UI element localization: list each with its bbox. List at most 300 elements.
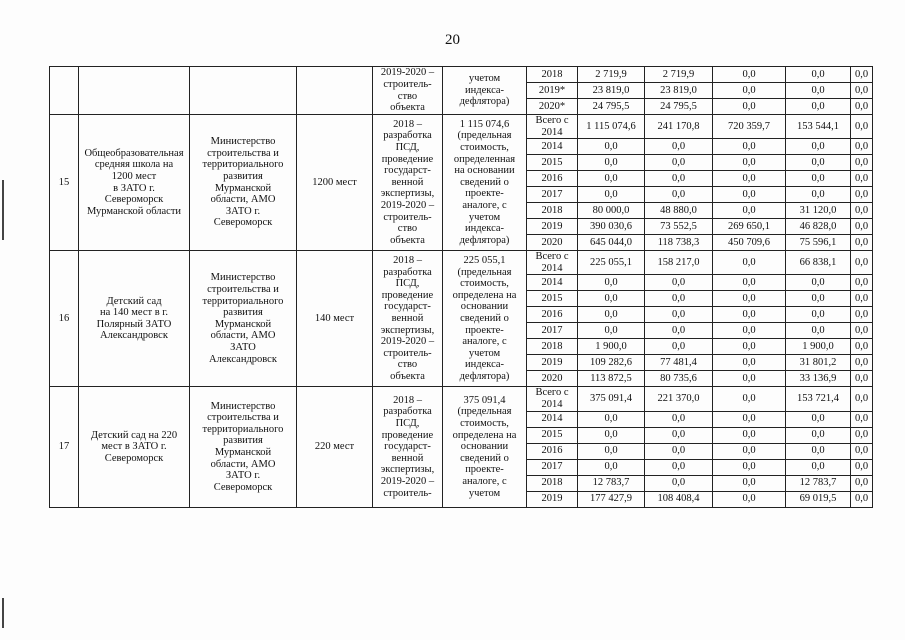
- year-cell-text: 2020: [541, 373, 563, 385]
- amount-cell-total: [578, 155, 645, 171]
- amount-cell-total-text: 80 000,0: [592, 204, 630, 216]
- amount-cell-total: [578, 235, 645, 251]
- amount-cell-c2: [713, 291, 786, 307]
- amount-cell-c2: [713, 387, 786, 411]
- amount-cell-c2-text: 0,0: [742, 188, 756, 200]
- amount-cell-total: [578, 371, 645, 387]
- amount-cell-c4: [851, 443, 873, 459]
- year-cell-text: 2019: [541, 220, 563, 232]
- amount-cell-c1: [645, 475, 713, 491]
- object-cell: [79, 251, 190, 387]
- amount-cell-c3-text: 0,0: [811, 277, 825, 289]
- amount-cell-c2: [713, 411, 786, 427]
- amount-cell-c3-text: 12 783,7: [799, 477, 837, 489]
- amount-cell-c2: [713, 67, 786, 83]
- amount-cell-total: [578, 427, 645, 443]
- amount-cell-c3-text: 0,0: [811, 309, 825, 321]
- cost-cell: [443, 387, 527, 507]
- amount-cell-c3: [786, 275, 851, 291]
- amount-cell-c2: [713, 203, 786, 219]
- year-cell-text: Всего с 2014: [535, 387, 569, 410]
- amount-cell-c1: [645, 203, 713, 219]
- customer-cell: [190, 387, 297, 507]
- amount-cell-c2-text: 0,0: [742, 341, 756, 353]
- amount-cell-c3: [786, 459, 851, 475]
- amount-cell-c4: [851, 339, 873, 355]
- amount-cell-c3-text: 153 544,1: [797, 120, 839, 132]
- amount-cell-c4: [851, 83, 873, 99]
- year-cell-text: 2019: [541, 493, 563, 505]
- amount-cell-c1-text: 0,0: [671, 188, 686, 200]
- amount-cell-c4-text: 0,0: [854, 325, 869, 337]
- amount-cell-c3: [786, 339, 851, 355]
- amount-cell-c4-text: 0,0: [854, 100, 869, 112]
- stage-cell: [373, 251, 443, 387]
- year-cell: [527, 187, 578, 203]
- amount-cell-c1-text: 158 217,0: [657, 256, 700, 268]
- capacity-cell-text: 1200 мест: [312, 176, 357, 188]
- amount-cell-c4-text: 0,0: [854, 373, 869, 385]
- customer-cell: [190, 251, 297, 387]
- amount-cell-c4: [851, 427, 873, 443]
- amount-cell-total-text: 0,0: [604, 293, 618, 305]
- year-cell-text: 2017: [541, 188, 563, 200]
- amount-cell-c4: [851, 171, 873, 187]
- amount-cell-c4-text: 0,0: [854, 140, 869, 152]
- capacity-cell-text: 220 мест: [314, 441, 355, 453]
- amount-cell-c3: [786, 291, 851, 307]
- cost-cell-text: 1 115 074,6 (предельная стоимость, определенная на основании сведений о проекте- аналоге, с учетом индекса- дефлятора): [453, 118, 516, 246]
- amount-cell-c2: [713, 115, 786, 139]
- year-cell: [527, 387, 578, 411]
- amount-cell-c4: [851, 235, 873, 251]
- num-cell-text: 15: [58, 176, 70, 188]
- amount-cell-c2: [713, 275, 786, 291]
- cost-cell: [443, 67, 527, 115]
- amount-cell-c2: [713, 219, 786, 235]
- amount-cell-total-text: 177 427,9: [590, 493, 632, 505]
- year-cell: [527, 291, 578, 307]
- object-cell-text: Детский сад на 140 мест в г. Полярный ЗАТО Александровск: [96, 295, 172, 342]
- amount-cell-c3-text: 0,0: [811, 429, 825, 441]
- table-row: [50, 251, 873, 275]
- amount-cell-c3-text: 33 136,9: [799, 373, 837, 385]
- amount-cell-c2-text: 0,0: [742, 156, 756, 168]
- table-row: [50, 67, 873, 83]
- amount-cell-total-text: 0,0: [604, 309, 618, 321]
- amount-cell-total-text: 113 872,5: [590, 373, 632, 385]
- year-cell: [527, 371, 578, 387]
- customer-cell-text: Министерство строительства и территориального развития Мурманской области, АМО ЗАТО Александровск: [202, 272, 284, 365]
- amount-cell-c1-text: 0,0: [671, 477, 686, 489]
- amount-cell-c3: [786, 115, 851, 139]
- amount-cell-c1-text: 0,0: [671, 341, 686, 353]
- amount-cell-c1-text: 0,0: [671, 429, 686, 441]
- capacity-cell: [297, 115, 373, 251]
- year-cell-text: 2016: [541, 172, 563, 184]
- year-cell: [527, 443, 578, 459]
- amount-cell-c3-text: 69 019,5: [799, 493, 837, 505]
- amount-cell-c1-text: 241 170,8: [657, 120, 700, 132]
- year-cell: [527, 115, 578, 139]
- amount-cell-c1: [645, 291, 713, 307]
- object-cell-text: Детский сад на 220 мест в ЗАТО г. Североморск: [90, 429, 178, 464]
- year-cell: [527, 275, 578, 291]
- amount-cell-c1-text: 0,0: [671, 172, 686, 184]
- amount-cell-c2-text: 0,0: [742, 373, 756, 385]
- amount-cell-c3: [786, 171, 851, 187]
- amount-cell-c3: [786, 371, 851, 387]
- amount-cell-c3: [786, 187, 851, 203]
- amount-cell-c3: [786, 387, 851, 411]
- amount-cell-c1-text: 0,0: [671, 309, 686, 321]
- cost-cell-text: 375 091,4 (предельная стоимость, определена на основании сведений о проекте- аналоге, с учетом: [452, 394, 517, 499]
- amount-cell-c4: [851, 459, 873, 475]
- amount-cell-c4: [851, 251, 873, 275]
- amount-cell-c3: [786, 307, 851, 323]
- amount-cell-c2: [713, 99, 786, 115]
- cost-cell-text: 225 055,1 (предельная стоимость, определена на основании сведений о проекте- аналоге, с учетом индекса- дефлятора): [452, 255, 517, 382]
- amount-cell-total-text: 1 900,0: [595, 341, 627, 353]
- year-cell: [527, 475, 578, 491]
- amount-cell-total-text: 23 819,0: [592, 84, 630, 96]
- amount-cell-c4-text: 0,0: [854, 172, 869, 184]
- amount-cell-c1: [645, 235, 713, 251]
- amount-cell-c2: [713, 491, 786, 507]
- amount-cell-c4-text: 0,0: [854, 445, 869, 457]
- year-cell-text: 2018: [541, 477, 563, 489]
- amount-cell-c1-text: 2 719,9: [662, 68, 695, 80]
- amount-cell-c3: [786, 99, 851, 115]
- amount-cell-c4: [851, 355, 873, 371]
- amount-cell-c3: [786, 443, 851, 459]
- amount-cell-c2: [713, 443, 786, 459]
- amount-cell-c4: [851, 67, 873, 83]
- year-cell-text: 2014: [541, 277, 563, 289]
- amount-cell-c2-text: 0,0: [742, 393, 756, 405]
- amount-cell-total: [578, 203, 645, 219]
- amount-cell-total: [578, 307, 645, 323]
- amount-cell-total: [578, 275, 645, 291]
- year-cell: [527, 203, 578, 219]
- amount-cell-c4-text: 0,0: [854, 293, 869, 305]
- amount-cell-c4-text: 0,0: [854, 341, 869, 353]
- scan-edge-mark: [2, 598, 4, 628]
- amount-cell-c2-text: 0,0: [742, 477, 756, 489]
- year-cell-text: 2019: [541, 357, 563, 369]
- amount-cell-c1: [645, 387, 713, 411]
- year-cell: [527, 459, 578, 475]
- amount-cell-c3: [786, 139, 851, 155]
- amount-cell-c3-text: 0,0: [811, 68, 825, 80]
- amount-cell-c1-text: 118 738,3: [657, 236, 700, 248]
- amount-cell-total: [578, 443, 645, 459]
- year-cell-text: 2014: [541, 140, 563, 152]
- amount-cell-total: [578, 355, 645, 371]
- year-cell-text: 2018: [541, 68, 563, 80]
- amount-cell-c2-text: 0,0: [742, 461, 756, 473]
- num-cell: [50, 67, 79, 115]
- amount-cell-c4: [851, 219, 873, 235]
- amount-cell-c2-text: 0,0: [742, 357, 756, 369]
- amount-cell-c1: [645, 339, 713, 355]
- amount-cell-c1: [645, 251, 713, 275]
- amount-cell-total-text: 0,0: [604, 429, 618, 441]
- amount-cell-c1: [645, 115, 713, 139]
- amount-cell-c2-text: 0,0: [742, 100, 756, 112]
- year-cell-text: 2020: [541, 236, 563, 248]
- amount-cell-c2: [713, 307, 786, 323]
- amount-cell-c4-text: 0,0: [854, 477, 869, 489]
- amount-cell-c3-text: 0,0: [811, 461, 825, 473]
- year-cell: [527, 491, 578, 507]
- object-cell: [79, 115, 190, 251]
- year-cell: [527, 307, 578, 323]
- amount-cell-c4-text: 0,0: [854, 204, 869, 216]
- year-cell-text: 2015: [541, 429, 563, 441]
- stage-cell-text: 2018 – разработка ПСД, проведение государст- венной экспертизы, 2019-2020 – строитель- ство объекта: [380, 255, 435, 382]
- amount-cell-c3: [786, 67, 851, 83]
- amount-cell-c2: [713, 371, 786, 387]
- amount-cell-c3: [786, 155, 851, 171]
- amount-cell-c4-text: 0,0: [854, 393, 869, 405]
- amount-cell-c1: [645, 491, 713, 507]
- amount-cell-total: [578, 115, 645, 139]
- year-cell: [527, 139, 578, 155]
- customer-cell-text: Министерство строительства и территориального развития Мурманской области, АМО ЗАТО г. Североморск: [202, 136, 284, 229]
- amount-cell-c1: [645, 219, 713, 235]
- amount-cell-c4-text: 0,0: [854, 357, 869, 369]
- amount-cell-c1-text: 0,0: [671, 277, 686, 289]
- amount-cell-total: [578, 323, 645, 339]
- amount-cell-c2: [713, 155, 786, 171]
- amount-cell-c1: [645, 411, 713, 427]
- cost-cell: [443, 251, 527, 387]
- year-cell-text: Всего с 2014: [535, 115, 569, 138]
- amount-cell-c2-text: 0,0: [742, 172, 756, 184]
- table-row: [50, 115, 873, 139]
- year-cell: [527, 171, 578, 187]
- amount-cell-c4: [851, 475, 873, 491]
- amount-cell-total-text: 0,0: [604, 188, 618, 200]
- amount-cell-c4-text: 0,0: [854, 277, 869, 289]
- table-row: [50, 387, 873, 411]
- amount-cell-c2-text: 0,0: [742, 204, 756, 216]
- amount-cell-c3-text: 0,0: [811, 156, 825, 168]
- amount-cell-c2-text: 0,0: [742, 309, 756, 321]
- amount-cell-total: [578, 139, 645, 155]
- amount-cell-total-text: 645 044,0: [590, 236, 632, 248]
- amount-cell-c3: [786, 235, 851, 251]
- amount-cell-c3-text: 0,0: [811, 188, 825, 200]
- year-cell: [527, 339, 578, 355]
- amount-cell-total-text: 2 719,9: [595, 68, 627, 80]
- amount-cell-c1-text: 23 819,0: [660, 84, 697, 96]
- amount-cell-c3: [786, 83, 851, 99]
- stage-cell-text: 2018 – разработка ПСД, проведение государст- венной экспертизы, 2019-2020 – строитель-: [380, 394, 435, 499]
- amount-cell-c1-text: 0,0: [671, 156, 686, 168]
- year-cell-text: 2015: [541, 156, 563, 168]
- amount-cell-c4-text: 0,0: [854, 120, 869, 132]
- amount-cell-total-text: 225 055,1: [590, 256, 632, 268]
- amount-cell-total-text: 0,0: [604, 277, 618, 289]
- year-cell: [527, 355, 578, 371]
- stage-cell: [373, 67, 443, 115]
- amount-cell-c2-text: 0,0: [742, 256, 756, 268]
- stage-cell: [373, 115, 443, 251]
- amount-cell-total: [578, 291, 645, 307]
- amount-cell-c4-text: 0,0: [854, 236, 869, 248]
- scan-edge-mark: [2, 180, 4, 240]
- amount-cell-c2-text: 0,0: [742, 445, 756, 457]
- year-cell-text: 2017: [541, 461, 563, 473]
- amount-cell-c1: [645, 307, 713, 323]
- amount-cell-c1: [645, 155, 713, 171]
- num-cell: [50, 387, 79, 507]
- amount-cell-c3-text: 66 838,1: [799, 256, 837, 268]
- stage-cell-text: 2018 – разработка ПСД, проведение государст- венной экспертизы, 2019-2020 – строитель- ство объекта: [380, 118, 435, 246]
- amount-cell-c2-text: 450 709,6: [728, 236, 770, 248]
- num-cell: [50, 251, 79, 387]
- num-cell-text: 17: [58, 441, 70, 453]
- amount-cell-c4-text: 0,0: [854, 429, 869, 441]
- amount-cell-c4: [851, 291, 873, 307]
- amount-cell-c1: [645, 443, 713, 459]
- amount-cell-c2-text: 0,0: [742, 277, 756, 289]
- amount-cell-c3: [786, 323, 851, 339]
- amount-cell-c4: [851, 203, 873, 219]
- amount-cell-c1: [645, 187, 713, 203]
- amount-cell-total: [578, 219, 645, 235]
- amount-cell-c1: [645, 371, 713, 387]
- amount-cell-c2-text: 720 359,7: [728, 120, 770, 132]
- amount-cell-c4: [851, 491, 873, 507]
- amount-cell-c4-text: 0,0: [854, 68, 869, 80]
- amount-cell-total-text: 375 091,4: [590, 393, 632, 405]
- amount-cell-c3: [786, 411, 851, 427]
- amount-cell-c2-text: 0,0: [742, 325, 756, 337]
- amount-cell-c3: [786, 251, 851, 275]
- amount-cell-total: [578, 83, 645, 99]
- amount-cell-c3: [786, 355, 851, 371]
- budget-table: [49, 66, 873, 508]
- year-cell: [527, 219, 578, 235]
- amount-cell-c3-text: 1 900,0: [802, 341, 834, 353]
- amount-cell-c4: [851, 275, 873, 291]
- amount-cell-c4-text: 0,0: [854, 220, 869, 232]
- amount-cell-total-text: 0,0: [604, 461, 618, 473]
- amount-cell-c2-text: 0,0: [742, 413, 756, 425]
- amount-cell-c4: [851, 307, 873, 323]
- year-cell-text: 2016: [541, 309, 563, 321]
- amount-cell-c1: [645, 459, 713, 475]
- amount-cell-c2: [713, 235, 786, 251]
- amount-cell-c3: [786, 219, 851, 235]
- amount-cell-c2: [713, 475, 786, 491]
- amount-cell-c1-text: 73 552,5: [660, 220, 697, 232]
- amount-cell-c4: [851, 387, 873, 411]
- year-cell: [527, 411, 578, 427]
- num-cell-text: 16: [58, 312, 70, 324]
- customer-cell: [190, 115, 297, 251]
- stage-cell-text: 2019-2020 – строитель- ство объекта: [380, 67, 435, 114]
- amount-cell-c4-text: 0,0: [854, 256, 869, 268]
- amount-cell-total: [578, 339, 645, 355]
- year-cell-text: 2014: [541, 413, 563, 425]
- amount-cell-c3-text: 0,0: [811, 84, 825, 96]
- object-cell-text: Общеобразовательная средняя школа на 1200 мест в ЗАТО г. Североморск Мурманской области: [84, 147, 184, 217]
- page-number: 20: [445, 32, 460, 48]
- amount-cell-c3: [786, 475, 851, 491]
- amount-cell-c4: [851, 99, 873, 115]
- amount-cell-total-text: 24 795,5: [592, 100, 630, 112]
- amount-cell-c1-text: 24 795,5: [660, 100, 697, 112]
- amount-cell-c1-text: 77 481,4: [660, 357, 697, 369]
- amount-cell-c1: [645, 83, 713, 99]
- amount-cell-c2: [713, 139, 786, 155]
- amount-cell-total: [578, 475, 645, 491]
- amount-cell-total: [578, 99, 645, 115]
- amount-cell-c1-text: 0,0: [671, 293, 686, 305]
- amount-cell-c1-text: 108 408,4: [657, 493, 700, 505]
- amount-cell-c1: [645, 355, 713, 371]
- year-cell-text: 2020*: [538, 100, 566, 112]
- amount-cell-total: [578, 387, 645, 411]
- capacity-cell: [297, 387, 373, 507]
- amount-cell-c4-text: 0,0: [854, 461, 869, 473]
- amount-cell-c1: [645, 171, 713, 187]
- year-cell: [527, 427, 578, 443]
- amount-cell-c2-text: 0,0: [742, 84, 756, 96]
- year-cell-text: 2018: [541, 204, 563, 216]
- amount-cell-c2: [713, 171, 786, 187]
- amount-cell-c4-text: 0,0: [854, 413, 869, 425]
- amount-cell-c2-text: 0,0: [742, 68, 756, 80]
- amount-cell-c3-text: 0,0: [811, 293, 825, 305]
- amount-cell-c3-text: 0,0: [811, 172, 825, 184]
- amount-cell-c4: [851, 371, 873, 387]
- amount-cell-c2-text: 0,0: [742, 293, 756, 305]
- cost-cell-text: учетом индекса- дефлятора): [459, 73, 510, 108]
- object-cell: [79, 387, 190, 507]
- year-cell: [527, 235, 578, 251]
- year-cell: [527, 99, 578, 115]
- amount-cell-total-text: 109 282,6: [590, 357, 632, 369]
- amount-cell-c4-text: 0,0: [854, 309, 869, 321]
- amount-cell-c4: [851, 115, 873, 139]
- amount-cell-c2: [713, 427, 786, 443]
- num-cell: [50, 115, 79, 251]
- amount-cell-c1-text: 48 880,0: [660, 204, 697, 216]
- amount-cell-c4: [851, 187, 873, 203]
- stage-cell: [373, 387, 443, 507]
- amount-cell-total: [578, 67, 645, 83]
- amount-cell-c4: [851, 139, 873, 155]
- amount-cell-c4-text: 0,0: [854, 156, 869, 168]
- year-cell: [527, 83, 578, 99]
- amount-cell-c4-text: 0,0: [854, 493, 869, 505]
- amount-cell-c1-text: 0,0: [671, 413, 686, 425]
- amount-cell-c3-text: 31 120,0: [799, 204, 837, 216]
- amount-cell-c2: [713, 355, 786, 371]
- amount-cell-c3: [786, 203, 851, 219]
- amount-cell-total-text: 0,0: [604, 172, 618, 184]
- year-cell: [527, 67, 578, 83]
- amount-cell-c2: [713, 459, 786, 475]
- amount-cell-total-text: 0,0: [604, 156, 618, 168]
- amount-cell-total: [578, 187, 645, 203]
- amount-cell-c1-text: 80 735,6: [660, 373, 697, 385]
